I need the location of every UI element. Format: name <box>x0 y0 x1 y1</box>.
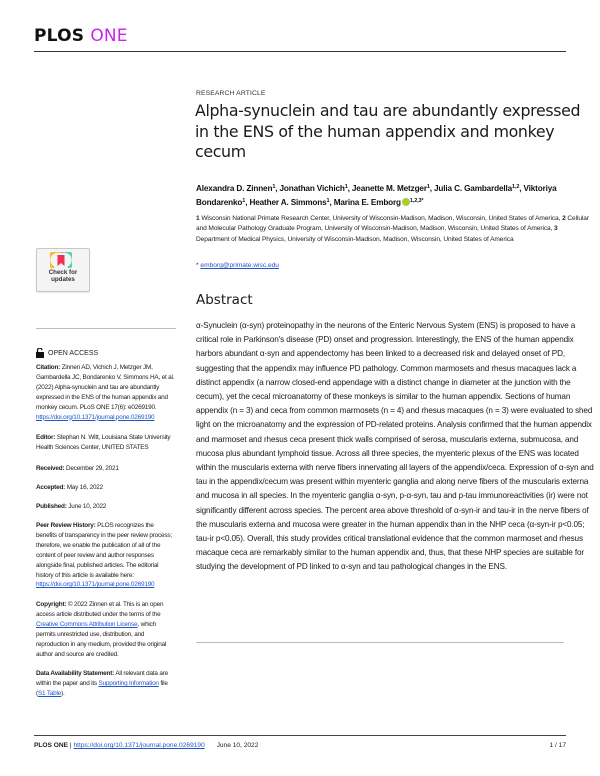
author-affiliation-marker: 1 <box>272 184 276 190</box>
author-name: Alexandra D. Zinnen <box>196 184 273 193</box>
abstract-text: α-Synuclein (α-syn) proteinopathy in the neurons of the Enteric Nervous System (ENS) is proposed to have a critical role in Parkinson's disease (PD) onset and progression. Interestingly, the ENS of the human appendix harbors abundant α-syn and appendectomy has been linked to a decreased risk and delayed onset of PD, suggesting that the appendix may influence PD pathology. Common marmosets and rhesus macaques lack a distinct appendix (a narrow closed-end appendage with a distinct change in diameter at the junction with the cecum), yet the cecal microanatomy of these monkeys is similar to the human appendix. Sections of human appendix (n = 3) and ceca from common marmosets (n = 4) and rhesus macaques (n = 3) were evaluated to shed light on the microanatomy and the expression of PD-related proteins. Analysis confirmed that the human appendix and marmoset and rhesus ceca present thick walls comprised of serosa, muscularis externa, submucosa, and mucosa plus abundant lymphoid tissue. Across all three species, the myenteric plexus of the ENS was located within the muscularis externa with nerve fibers innervating all layers of the appendix/ceca. Expression of α-syn and tau in the appendix/cecum was present within myenteric ganglia and along nerve fibers of the muscularis externa and mucosa in all species. In the myenteric ganglia α-syn, p-α-syn, tau and p-tau immunoreactivities (ir) were not significantly different across species. The percent area above threshold of α-syn-ir and tau-ir in the nerve fibers of the muscularis externa and mucosa were greater in the human appendix than in the NHP ceca (α-syn-ir p<0.05; tau-ir p<0.05). Overall, this study provides critical translational evidence that the common marmoset and rhesus macaque ceca are remarkably similar to the human appendix and, thus, that these NHP species are suitable for studying the development of PD linked to α-syn and tau pathological changes in the ENS. <box>196 321 594 572</box>
accepted-block <box>36 483 176 493</box>
article-title: Alpha-synuclein and tau are abundantly expressed in the ENS of the human appendix and monkey cecum <box>195 101 581 161</box>
peer-review-link[interactable]: https://doi.org/10.1371/journal.pone.0269190 <box>36 581 155 589</box>
sidebar-divider <box>36 328 176 329</box>
corresponding-marker: * <box>196 262 199 269</box>
supporting-information-link[interactable]: Supporting Information <box>98 679 159 687</box>
affiliations <box>196 214 591 245</box>
accepted-label: Accepted: <box>36 484 66 491</box>
data-availability-text-mid: file ( <box>36 679 168 697</box>
editor-label: Editor: <box>36 434 56 441</box>
received-block <box>36 464 176 474</box>
footer-journal: PLOS ONE <box>34 742 69 749</box>
footer-separator: | <box>69 742 72 749</box>
author-affiliation-marker: 1 <box>326 198 330 204</box>
copyright-block <box>36 600 176 659</box>
citation-text: Zinnen AD, Vichich J, Metzger JM, Gambardella JC, Bondarenko V, Simmons HA, et al. (2022) Alpha-synuclein and tau are abundantly expressed in the ENS of the human appendix and monkey cecum. PLoS ONE 17(6): e0269190. <box>36 364 175 411</box>
copyright-text-after: , which permits unrestricted use, distribution, and reproduction in any medium, provided the original author and source are credited. <box>36 620 167 658</box>
data-availability-text: All relevant data are within the paper and its <box>36 670 168 687</box>
peer-review-block <box>36 521 176 590</box>
data-availability-label: Data Availability Statement: <box>36 670 115 677</box>
data-availability-text-end: ). <box>61 689 65 697</box>
citation-label: Citation: <box>36 364 61 371</box>
author-name: Julia C. Gambardella <box>434 184 513 193</box>
author-affiliation-marker: 1 <box>242 198 246 204</box>
page-number: 1 / 17 <box>549 742 566 749</box>
abstract-heading: Abstract <box>196 292 253 308</box>
logo-one: ONE <box>90 26 128 46</box>
published-label: Published: <box>36 503 67 510</box>
badge-line-2: updates <box>51 276 75 284</box>
author-affiliation-marker: 1 <box>344 184 348 190</box>
author-affiliation-marker: 1,2 <box>512 184 520 190</box>
crossmark-icon <box>50 252 72 268</box>
open-access-text: OPEN ACCESS <box>48 349 99 357</box>
published-block <box>36 502 176 512</box>
citation-doi-link[interactable]: https://doi.org/10.1371/journal.pone.0269190 <box>36 413 155 421</box>
affiliation-number: 3 <box>554 225 558 233</box>
author-name: Marina E. Emborg <box>333 198 401 207</box>
open-lock-icon <box>36 348 44 358</box>
footer-divider <box>34 735 566 736</box>
logo-plos: PLOS <box>34 26 85 46</box>
affiliation-text: Cellular and Molecular Pathology Graduate Program, University of Wisconsin-Madison, Madison, Wisconsin, United States of America, <box>196 215 589 233</box>
author-list: Alexandra D. Zinnen$^1$, Jonathan Vichich$^1$, Jeanette M. Metzger$^1$, Julia C. Gambardella$^{1,2}$, Viktoriya Bondarenko$^1$, Heather A. Simmons$^1$, Marina E. Emborg $^{1,2,3*}$ <box>196 184 557 207</box>
s1-table-link[interactable]: S1 Table <box>37 689 62 697</box>
footer <box>34 742 258 749</box>
copyright-label: Copyright: <box>36 601 67 608</box>
editor-block <box>36 433 176 453</box>
check-for-updates-badge[interactable] <box>36 248 90 292</box>
orcid-icon[interactable] <box>402 198 410 206</box>
data-availability-block <box>36 669 176 699</box>
affiliation-number: 2 <box>562 215 568 222</box>
received-label: Received: <box>36 465 65 472</box>
published-date: June 10, 2022 <box>68 503 107 510</box>
author-name: Viktoriya Bondarenko <box>196 184 557 207</box>
header-divider <box>34 51 566 52</box>
footer-date: June 10, 2022 <box>216 742 259 749</box>
copyright-text: © 2022 Zinnen et al. This is an open access article distributed under the terms of the <box>36 601 164 618</box>
license-link[interactable]: Creative Commons Attribution License <box>36 620 138 628</box>
citation-block <box>36 363 176 422</box>
footer-doi-link[interactable]: https://doi.org/10.1371/journal.pone.0269190 <box>73 742 205 749</box>
affiliation-number: 1 <box>196 215 202 222</box>
peer-review-label: Peer Review History: <box>36 522 96 529</box>
author-name: Jonathan Vichich <box>279 184 345 193</box>
author-name: Heather A. Simmons <box>249 198 327 207</box>
open-access-label <box>36 348 98 358</box>
peer-review-text: PLOS recognizes the benefits of transparency in the peer review process; therefore, we enable the publication of all of the content of peer review and author responses alongside final, published articles. The editorial history of this article is available here: <box>36 522 172 579</box>
author-affiliation-marker: 1,2,3* <box>409 198 424 204</box>
abstract-divider <box>196 642 564 643</box>
editor-text: Stephan N. Witt, Louisiana State University Health Sciences Center, UNITED STATES <box>36 434 171 451</box>
email-link[interactable]: emborg@primate.wisc.edu <box>200 262 279 269</box>
author-affiliation-marker: 1 <box>426 184 430 190</box>
affiliation-text: Wisconsin National Primate Research Center, University of Wisconsin-Madison, Madison, Wisconsin, United States of America, <box>201 215 563 222</box>
corresponding-email <box>196 262 279 269</box>
affiliation-text: Department of Medical Physics, University of Wisconsin-Madison, Madison, Wisconsin, United States of America <box>196 235 514 243</box>
journal-logo[interactable] <box>34 26 128 46</box>
article-type: RESEARCH ARTICLE <box>196 90 266 97</box>
accepted-date: May 16, 2022 <box>66 484 104 491</box>
author-name: Jeanette M. Metzger <box>351 184 427 193</box>
badge-text <box>37 269 89 284</box>
badge-line-1: Check for <box>48 269 78 276</box>
received-date: December 29, 2021 <box>65 465 119 472</box>
